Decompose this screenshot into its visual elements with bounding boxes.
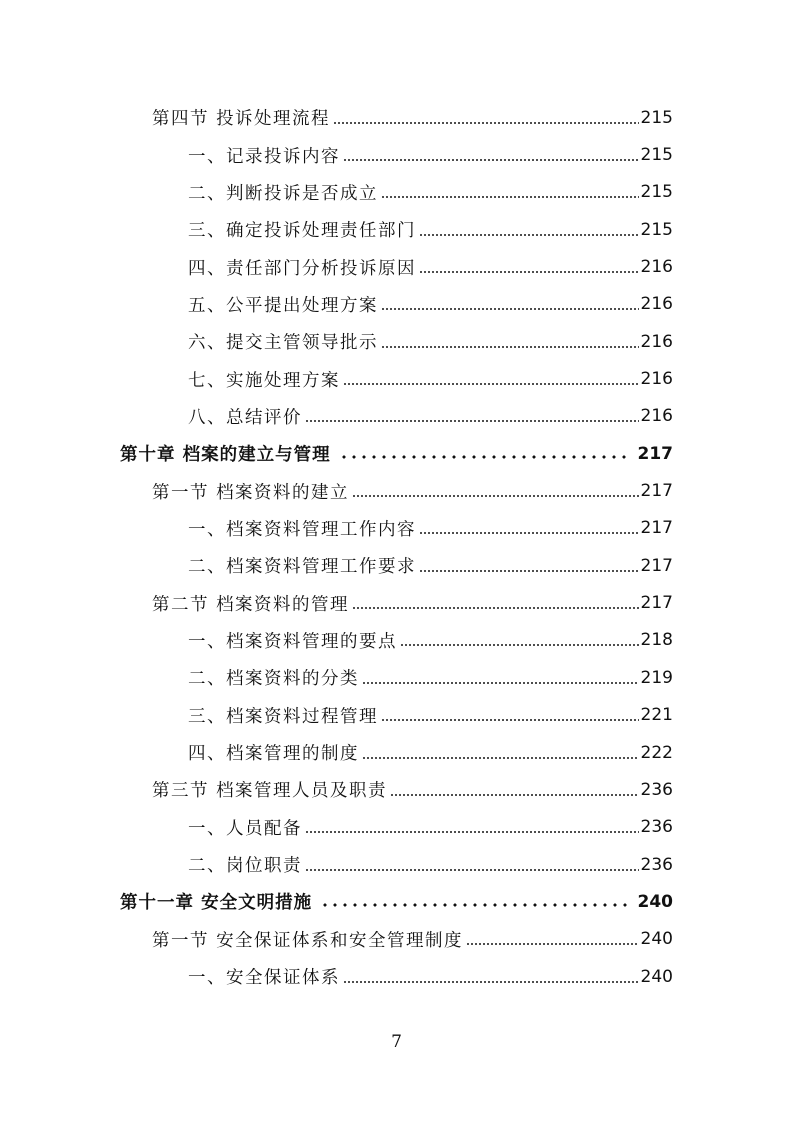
dot-leader <box>362 746 639 760</box>
toc-entry-title: 第一节 安全保证体系和安全管理制度 <box>152 930 464 951</box>
toc-entry-title: 四、责任部门分析投诉原因 <box>188 258 416 279</box>
dot-leader <box>352 596 638 610</box>
dot-leader <box>333 111 638 125</box>
toc-entry-page: 215 <box>640 219 673 240</box>
toc-entry-item[interactable] <box>0 323 793 360</box>
toc-entry-title: 第一节 档案资料的建立 <box>152 482 350 503</box>
dot-leader <box>419 223 639 237</box>
dot-leader <box>381 185 639 199</box>
dot-leader <box>352 484 638 498</box>
toc-entry-title: 二、判断投诉是否成立 <box>188 183 378 204</box>
toc-entry-title: 一、档案资料管理的要点 <box>188 631 397 652</box>
toc-entry-item[interactable] <box>0 286 793 323</box>
toc-entry-title: 二、岗位职责 <box>188 856 302 877</box>
dot-leader <box>339 452 630 460</box>
toc-entry-item[interactable] <box>0 958 793 995</box>
toc-entry-page: 236 <box>640 779 673 800</box>
toc-entry-page: 236 <box>640 817 673 838</box>
toc-entry-title: 五、公平提出处理方案 <box>188 295 378 316</box>
toc-entry-title: 第三节 档案管理人员及职责 <box>152 781 388 802</box>
toc-entry-item[interactable] <box>0 622 793 659</box>
toc-entry-section[interactable] <box>0 921 793 958</box>
toc-entry-title: 一、档案资料管理工作内容 <box>188 519 416 540</box>
dot-leader <box>381 708 639 722</box>
toc-entry-title: 七、实施处理方案 <box>188 370 340 391</box>
toc-entry-item[interactable] <box>0 398 793 435</box>
toc-entry-page: 222 <box>640 742 673 763</box>
toc-entry-title: 一、安全保证体系 <box>188 968 340 989</box>
toc-entry-page: 236 <box>640 854 673 875</box>
toc-entry-page: 217 <box>640 518 673 539</box>
toc-entry-page: 216 <box>640 331 673 352</box>
dot-leader <box>320 900 629 908</box>
toc-entry-page: 240 <box>640 966 673 987</box>
toc-entry-page: 216 <box>640 257 673 278</box>
toc-entry-section[interactable] <box>0 771 793 808</box>
toc-entry-page: 215 <box>640 107 673 128</box>
toc-entry-chapter[interactable] <box>0 435 793 472</box>
toc-entry-page: 221 <box>640 705 673 726</box>
toc-entry-title: 第十一章 安全文明措施 <box>120 893 313 914</box>
toc-entry-page: 216 <box>640 369 673 390</box>
toc-entry-item[interactable] <box>0 734 793 771</box>
toc-entry-page: 219 <box>640 667 673 688</box>
toc-entry-item[interactable] <box>0 174 793 211</box>
toc-entry-title: 四、档案管理的制度 <box>188 744 359 765</box>
toc-entry-page: 218 <box>640 630 673 651</box>
toc-entry-page: 215 <box>640 182 673 203</box>
toc-entry-title: 六、提交主管领导批示 <box>188 333 378 354</box>
toc-entry-item[interactable] <box>0 846 793 883</box>
toc-entry-page: 240 <box>640 929 673 950</box>
toc-entry-title: 八、总结评价 <box>188 407 302 428</box>
dot-leader <box>390 783 638 797</box>
toc-entry-title: 一、记录投诉内容 <box>188 146 340 167</box>
page-number: 7 <box>391 1032 402 1052</box>
dot-leader <box>362 671 639 685</box>
toc-entry-section[interactable] <box>0 472 793 509</box>
toc-entry-item[interactable] <box>0 697 793 734</box>
dot-leader <box>419 260 639 274</box>
dot-leader <box>343 148 639 162</box>
toc-entry-item[interactable] <box>0 248 793 285</box>
toc-entry-title: 一、人员配备 <box>188 818 302 839</box>
toc-entry-title: 二、档案资料管理工作要求 <box>188 557 416 578</box>
dot-leader <box>305 858 639 872</box>
dot-leader <box>419 521 639 535</box>
toc-entry-page: 217 <box>640 555 673 576</box>
toc-entry-title: 三、确定投诉处理责任部门 <box>188 221 416 242</box>
toc-entry-item[interactable] <box>0 809 793 846</box>
toc-entry-item[interactable] <box>0 510 793 547</box>
dot-leader <box>343 372 639 386</box>
dot-leader <box>343 970 639 984</box>
toc-entry-section[interactable] <box>0 99 793 136</box>
dot-leader <box>381 335 639 349</box>
dot-leader <box>400 633 639 647</box>
dot-leader <box>381 297 639 311</box>
dot-leader <box>305 820 639 834</box>
toc-entry-item[interactable] <box>0 659 793 696</box>
toc-entry-title: 三、档案资料过程管理 <box>188 706 378 727</box>
toc-entry-item[interactable] <box>0 547 793 584</box>
toc-entry-page: 217 <box>637 443 673 464</box>
toc-entry-item[interactable] <box>0 211 793 248</box>
toc-entry-page: 240 <box>637 891 673 912</box>
toc-entry-item[interactable] <box>0 360 793 397</box>
dot-leader <box>305 409 639 423</box>
dot-leader <box>419 559 639 573</box>
toc-entry-page: 217 <box>640 481 673 502</box>
toc-entry-title: 第四节 投诉处理流程 <box>152 109 331 130</box>
toc-entry-chapter[interactable] <box>0 883 793 920</box>
table-of-contents <box>0 99 793 995</box>
toc-entry-item[interactable] <box>0 136 793 173</box>
dot-leader <box>466 932 638 946</box>
toc-entry-page: 216 <box>640 406 673 427</box>
toc-entry-page: 216 <box>640 294 673 315</box>
toc-entry-title: 第二节 档案资料的管理 <box>152 594 350 615</box>
toc-entry-title: 二、档案资料的分类 <box>188 669 359 690</box>
toc-entry-title: 第十章 档案的建立与管理 <box>120 445 331 466</box>
toc-entry-page: 217 <box>640 593 673 614</box>
toc-entry-section[interactable] <box>0 584 793 621</box>
toc-entry-page: 215 <box>640 145 673 166</box>
